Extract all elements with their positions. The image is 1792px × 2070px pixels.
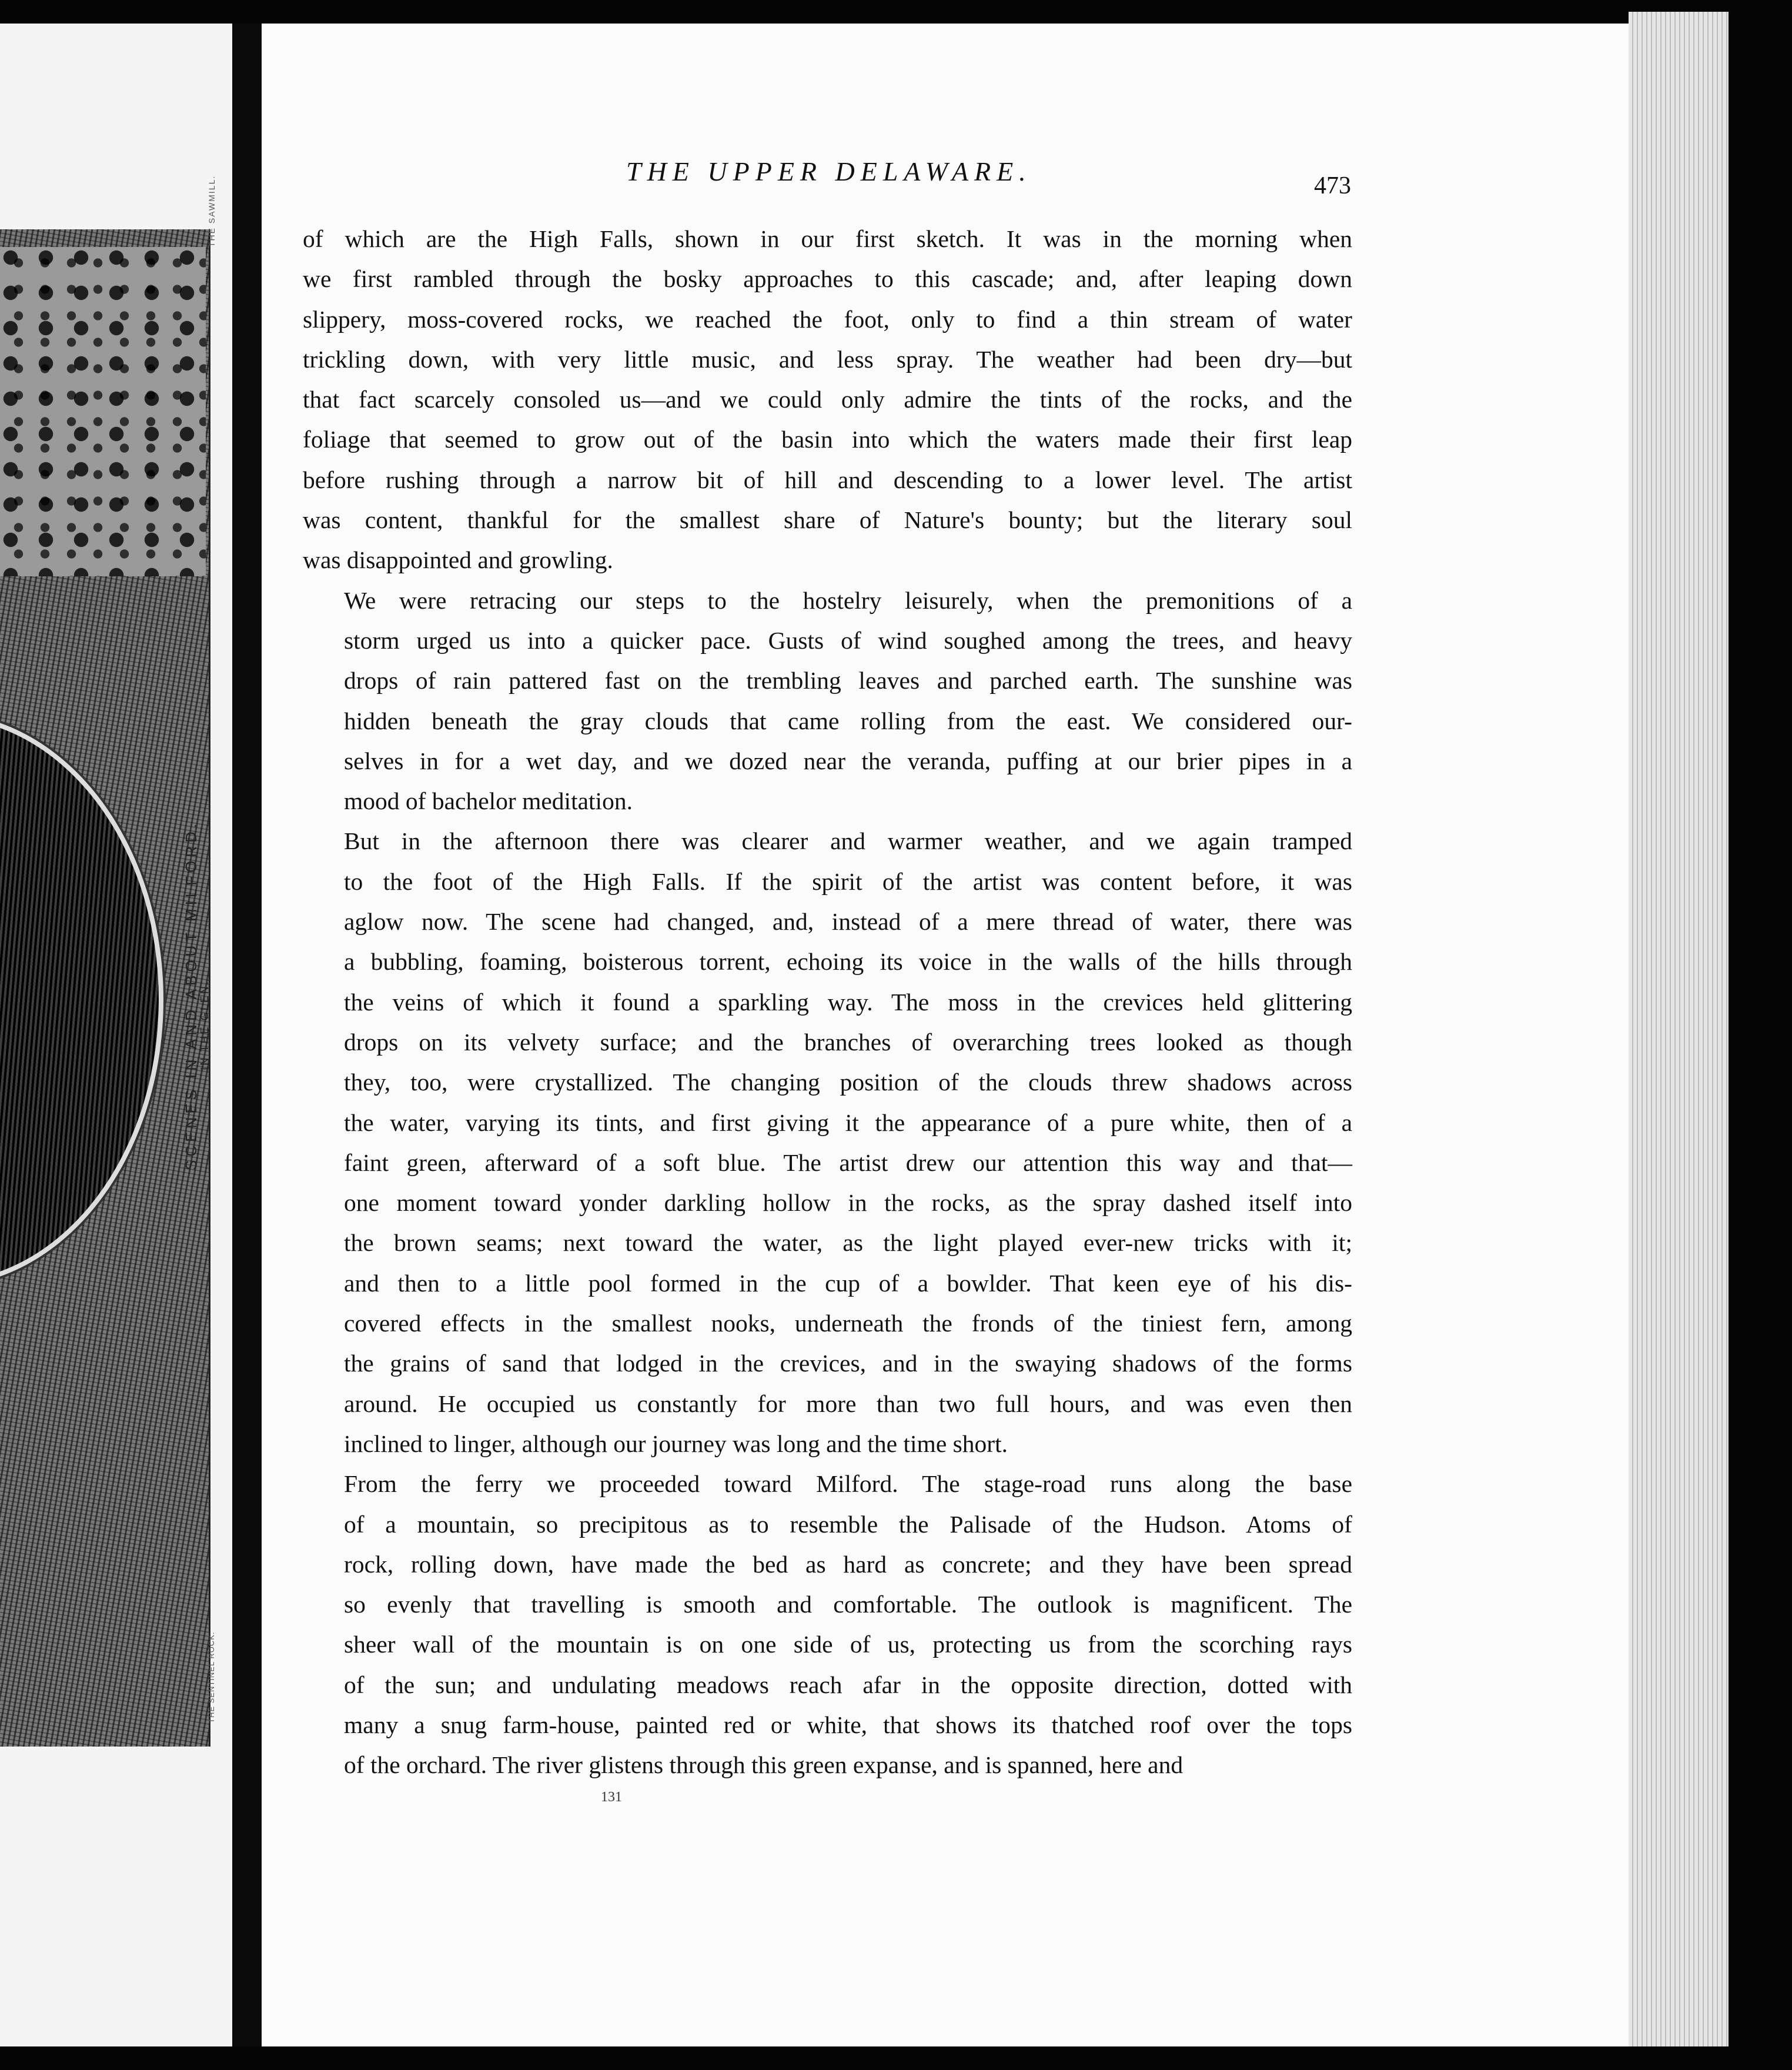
text-line: that fact scarcely consoled us—and we could only admire the tints of the rocks, and the (303, 386, 1352, 413)
paragraph (303, 580, 1352, 822)
book-gutter (232, 24, 262, 2046)
text-line: of the sun; and undulating meadows reach afar in the opposite direction, dotted with (344, 1671, 1352, 1698)
text-line: we first rambled through the bosky approaches to this cascade; and, after leaping down (303, 265, 1352, 293)
paragraph (303, 219, 1352, 580)
plate-caption: SCENES IN AND ABOUT MILFORD. (182, 820, 200, 1170)
page-number: 473 (1314, 172, 1351, 199)
text-line: was disappointed and growling. (303, 546, 613, 574)
signature-mark: 131 (601, 1789, 622, 1805)
text-line: slippery, moss-covered rocks, we reached the foot, only to find a thin stream of water (303, 305, 1352, 333)
text-line: aglow now. The scene had changed, and, instead of a mere thread of water, there was (344, 908, 1352, 936)
text-line: sheer wall of the mountain is on one side of us, protecting us from the scorching rays (344, 1631, 1352, 1658)
text-line: of the orchard. The river glistens through this green expanse, and is spanned, here and (344, 1751, 1183, 1779)
text-line: From the ferry we proceeded toward Milford. The stage-road runs along the base (344, 1470, 1352, 1498)
text-line: the water, varying its tints, and first giving it the appearance of a pure white, then of a (344, 1109, 1352, 1136)
text-line: of which are the High Falls, shown in our first sketch. It was in the morning when (303, 225, 1352, 252)
text-line: and then to a little pool formed in the cup of a bowlder. That keen eye of his dis- (344, 1269, 1352, 1297)
text-line: mood of bachelor meditation. (344, 787, 633, 815)
text-line: so evenly that travelling is smooth and comfortable. The outlook is magnificent. The (344, 1591, 1352, 1618)
text-line: was content, thankful for the smallest share of Nature's bounty; but the literary soul (303, 506, 1352, 534)
text-line: foliage that seemed to grow out of the basin into which the waters made their first leap (303, 426, 1352, 453)
plate-caption-top: THE SAWMILL. (207, 175, 216, 247)
body-text (303, 219, 1352, 1785)
text-line: they, too, were crystallized. The changing position of the clouds threw shadows across (344, 1069, 1352, 1096)
plate-caption-bottom: THE SENTINEL ROCK. (207, 1631, 216, 1723)
text-line: drops of rain pattered fast on the trembling leaves and parched earth. The sunshine was (344, 667, 1352, 695)
text-line: drops on its velvety surface; and the branches of overarching trees looked as though (344, 1028, 1352, 1056)
text-line: covered effects in the smallest nooks, underneath the fronds of the tiniest fern, among (344, 1310, 1352, 1337)
text-line: the brown seams; next toward the water, as the light played ever-new tricks with it; (344, 1229, 1352, 1257)
text-line: faint green, afterward of a soft blue. The artist drew our attention this way and that— (344, 1148, 1352, 1176)
paragraph (303, 1464, 1352, 1785)
running-head: THE UPPER DELAWARE. (626, 156, 1032, 186)
engraving-foliage (0, 247, 206, 576)
text-line: trickling down, with very little music, and less spray. The weather had been dry—but (303, 345, 1352, 373)
text-line: around. He occupied us constantly for more than two full hours, and was even then (344, 1390, 1352, 1417)
text-line: to the foot of the High Falls. If the spirit of the artist was content before, it was (344, 867, 1352, 895)
text-line: We were retracing our steps to the hostelry leisurely, when the premonitions of a (344, 586, 1352, 614)
page-block-edge (1629, 12, 1729, 2046)
text-line: before rushing through a narrow bit of hill and descending to a lower level. The artist (303, 466, 1352, 493)
text-line: a bubbling, foaming, boisterous torrent, echoing its voice in the walls of the hills through (344, 948, 1352, 976)
text-line: storm urged us into a quicker pace. Gusts of wind soughed among the trees, and heavy (344, 626, 1352, 654)
text-line: the veins of which it found a sparkling way. The moss in the crevices held glittering (344, 988, 1352, 1016)
text-line: the grains of sand that lodged in the crevices, and in the swaying shadows of the forms (344, 1350, 1352, 1377)
text-line: hidden beneath the gray clouds that came rolling from the east. We considered our- (344, 707, 1352, 734)
plate-subcaption: IN THE GLEN. (199, 980, 210, 1070)
text-line: many a snug farm-house, painted red or white, that shows its thatched roof over the tops (344, 1711, 1352, 1738)
paragraph (303, 821, 1352, 1464)
text-line: But in the afternoon there was clearer and warmer weather, and we again tramped (344, 827, 1352, 855)
text-line: one moment toward yonder darkling hollow in the rocks, as the spray dashed itself into (344, 1189, 1352, 1217)
text-line: inclined to linger, although our journey was long and the time short. (344, 1430, 1008, 1457)
text-line: selves in for a wet day, and we dozed near the veranda, puffing at our brier pipes in a (344, 747, 1352, 774)
text-line: rock, rolling down, have made the bed as hard as concrete; and they have been spread (344, 1550, 1352, 1578)
text-line: of a mountain, so precipitous as to resemble the Palisade of the Hudson. Atoms of (344, 1510, 1352, 1538)
